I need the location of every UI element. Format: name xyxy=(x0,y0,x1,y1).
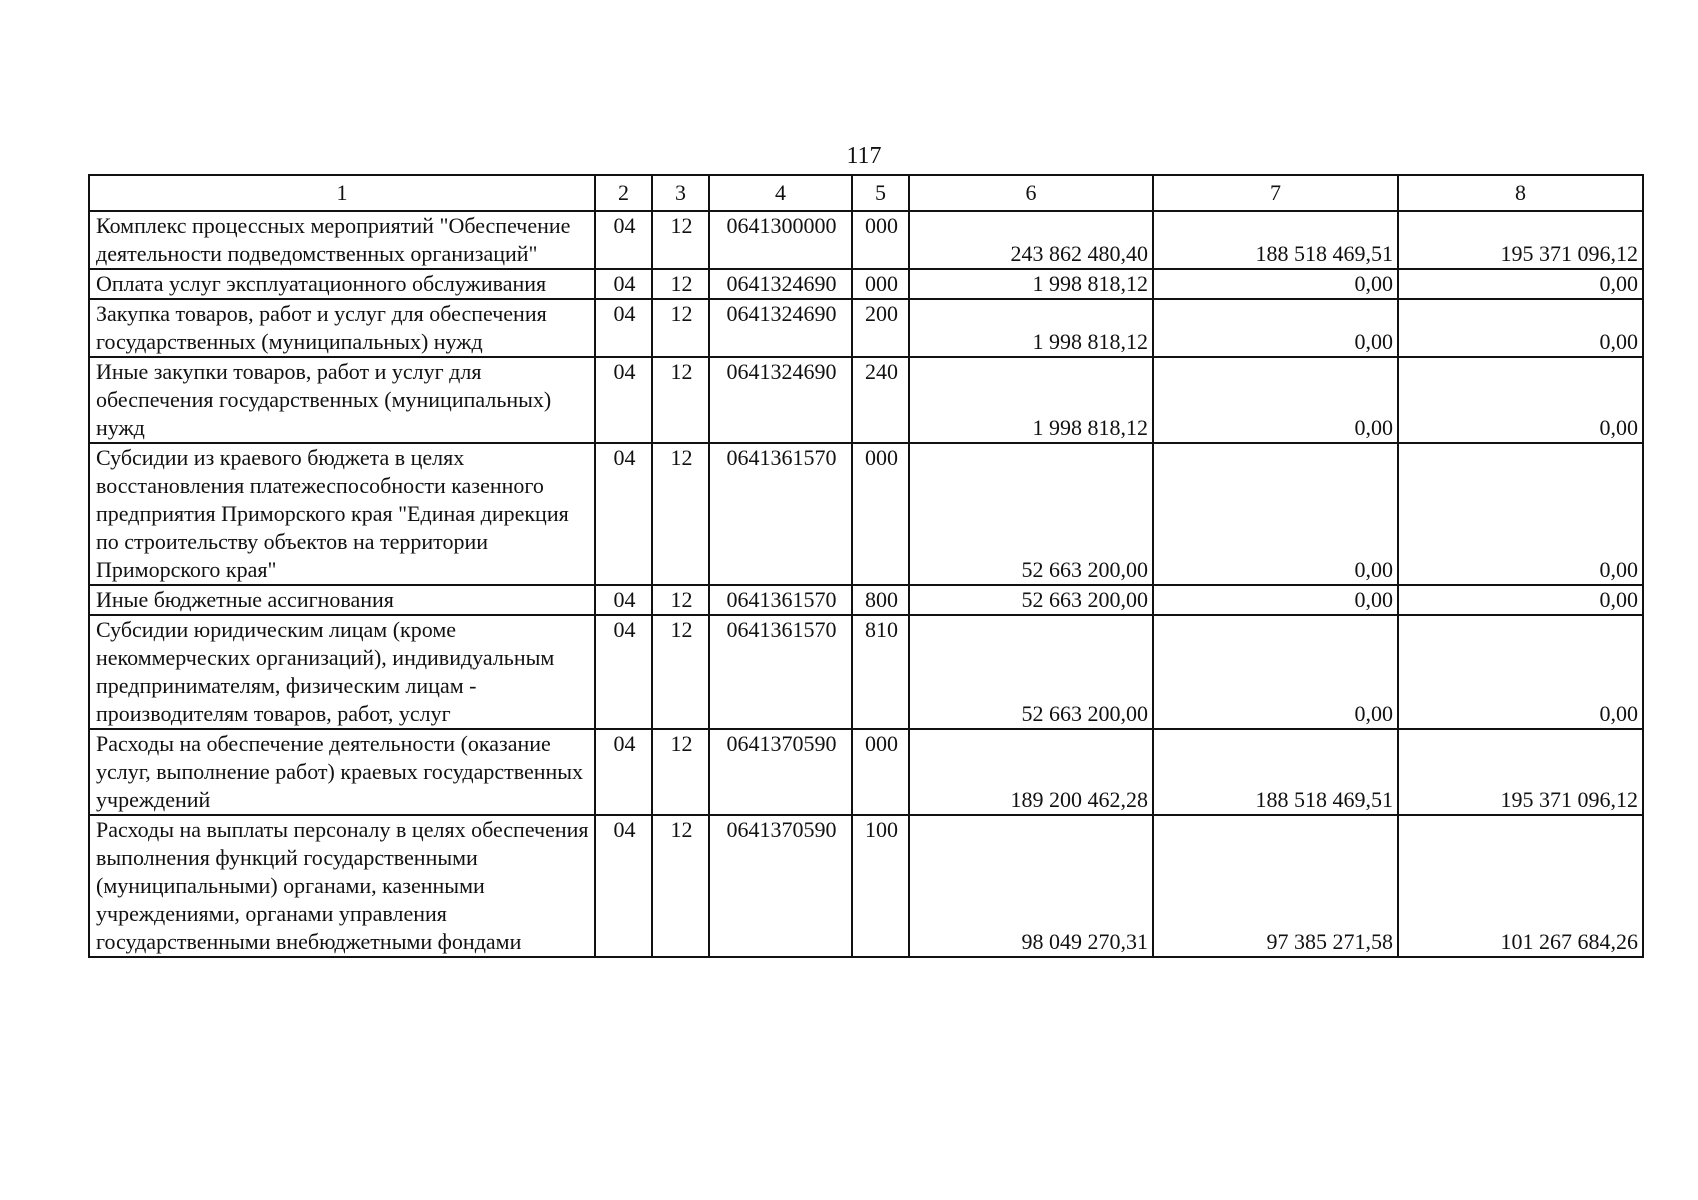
row-sum-col7: 0,00 xyxy=(1153,357,1398,443)
row-expense-type: 000 xyxy=(852,269,909,299)
row-subsection: 12 xyxy=(652,299,709,357)
row-name: Субсидии юридическим лицам (кроме некоммерческих организаций), индивидуальным предпринимателям, физическим лицам - производителям товаров, работ, услуг xyxy=(89,615,595,729)
row-name: Закупка товаров, работ и услуг для обеспечения государственных (муниципальных) нужд xyxy=(89,299,595,357)
row-subsection: 12 xyxy=(652,585,709,615)
row-sum-col8: 0,00 xyxy=(1398,299,1643,357)
row-target-code: 0641324690 xyxy=(709,269,852,299)
header-cell: 8 xyxy=(1398,175,1643,211)
row-sum-col7: 0,00 xyxy=(1153,299,1398,357)
row-expense-type: 000 xyxy=(852,211,909,269)
table-body xyxy=(89,175,1643,957)
row-subsection: 12 xyxy=(652,615,709,729)
row-sum-col7: 0,00 xyxy=(1153,269,1398,299)
table-row xyxy=(89,269,1643,299)
row-expense-type: 800 xyxy=(852,585,909,615)
row-name: Расходы на обеспечение деятельности (оказание услуг, выполнение работ) краевых государственных учреждений xyxy=(89,729,595,815)
row-sum-col6: 1 998 818,12 xyxy=(909,269,1153,299)
row-section: 04 xyxy=(595,585,652,615)
row-sum-col6: 52 663 200,00 xyxy=(909,585,1153,615)
row-section: 04 xyxy=(595,211,652,269)
table-row xyxy=(89,585,1643,615)
header-cell: 4 xyxy=(709,175,852,211)
table-row xyxy=(89,357,1643,443)
row-subsection: 12 xyxy=(652,729,709,815)
row-sum-col6: 243 862 480,40 xyxy=(909,211,1153,269)
row-section: 04 xyxy=(595,299,652,357)
table-row xyxy=(89,729,1643,815)
row-expense-type: 810 xyxy=(852,615,909,729)
table-row xyxy=(89,299,1643,357)
page-number: 117 xyxy=(846,143,882,169)
row-sum-col6: 98 049 270,31 xyxy=(909,815,1153,957)
row-section: 04 xyxy=(595,815,652,957)
row-target-code: 0641361570 xyxy=(709,615,852,729)
row-name: Комплекс процессных мероприятий "Обеспечение деятельности подведомственных организаций" xyxy=(89,211,595,269)
row-name: Иные бюджетные ассигнования xyxy=(89,585,595,615)
row-section: 04 xyxy=(595,729,652,815)
row-subsection: 12 xyxy=(652,815,709,957)
row-sum-col8: 0,00 xyxy=(1398,357,1643,443)
row-target-code: 0641370590 xyxy=(709,729,852,815)
table-row xyxy=(89,211,1643,269)
row-sum-col8: 0,00 xyxy=(1398,615,1643,729)
row-sum-col7: 188 518 469,51 xyxy=(1153,729,1398,815)
row-target-code: 0641361570 xyxy=(709,443,852,585)
row-subsection: 12 xyxy=(652,443,709,585)
row-sum-col8: 101 267 684,26 xyxy=(1398,815,1643,957)
row-sum-col8: 0,00 xyxy=(1398,585,1643,615)
row-expense-type: 000 xyxy=(852,443,909,585)
row-expense-type: 100 xyxy=(852,815,909,957)
row-sum-col6: 1 998 818,12 xyxy=(909,357,1153,443)
table-row xyxy=(89,615,1643,729)
row-expense-type: 240 xyxy=(852,357,909,443)
budget-table xyxy=(88,174,1644,958)
row-sum-col6: 189 200 462,28 xyxy=(909,729,1153,815)
row-section: 04 xyxy=(595,269,652,299)
row-sum-col7: 188 518 469,51 xyxy=(1153,211,1398,269)
row-sum-col6: 1 998 818,12 xyxy=(909,299,1153,357)
row-sum-col8: 0,00 xyxy=(1398,443,1643,585)
row-sum-col7: 0,00 xyxy=(1153,443,1398,585)
row-target-code: 0641324690 xyxy=(709,299,852,357)
header-cell: 1 xyxy=(89,175,595,211)
row-sum-col8: 195 371 096,12 xyxy=(1398,211,1643,269)
table-row xyxy=(89,815,1643,957)
row-sum-col7: 0,00 xyxy=(1153,615,1398,729)
row-sum-col8: 195 371 096,12 xyxy=(1398,729,1643,815)
row-sum-col6: 52 663 200,00 xyxy=(909,615,1153,729)
header-cell: 7 xyxy=(1153,175,1398,211)
row-target-code: 0641370590 xyxy=(709,815,852,957)
row-name: Иные закупки товаров, работ и услуг для обеспечения государственных (муниципальных) нужд xyxy=(89,357,595,443)
row-sum-col7: 97 385 271,58 xyxy=(1153,815,1398,957)
row-sum-col7: 0,00 xyxy=(1153,585,1398,615)
row-sum-col6: 52 663 200,00 xyxy=(909,443,1153,585)
row-expense-type: 200 xyxy=(852,299,909,357)
row-section: 04 xyxy=(595,615,652,729)
row-section: 04 xyxy=(595,357,652,443)
row-subsection: 12 xyxy=(652,269,709,299)
row-target-code: 0641361570 xyxy=(709,585,852,615)
row-subsection: 12 xyxy=(652,211,709,269)
header-cell: 6 xyxy=(909,175,1153,211)
row-name: Оплата услуг эксплуатационного обслуживания xyxy=(89,269,595,299)
header-cell: 5 xyxy=(852,175,909,211)
row-name: Субсидии из краевого бюджета в целях восстановления платежеспособности казенного предприятия Приморского края "Единая дирекция по строительству объектов на территории Приморского края" xyxy=(89,443,595,585)
row-name: Расходы на выплаты персоналу в целях обеспечения выполнения функций государственными (муниципальными) органами, казенными учреждениями, органами управления государственными внебюджетными фондами xyxy=(89,815,595,957)
header-row xyxy=(89,175,1643,211)
row-expense-type: 000 xyxy=(852,729,909,815)
row-target-code: 0641324690 xyxy=(709,357,852,443)
row-target-code: 0641300000 xyxy=(709,211,852,269)
table-row xyxy=(89,443,1643,585)
header-cell: 2 xyxy=(595,175,652,211)
row-subsection: 12 xyxy=(652,357,709,443)
row-sum-col8: 0,00 xyxy=(1398,269,1643,299)
row-section: 04 xyxy=(595,443,652,585)
header-cell: 3 xyxy=(652,175,709,211)
